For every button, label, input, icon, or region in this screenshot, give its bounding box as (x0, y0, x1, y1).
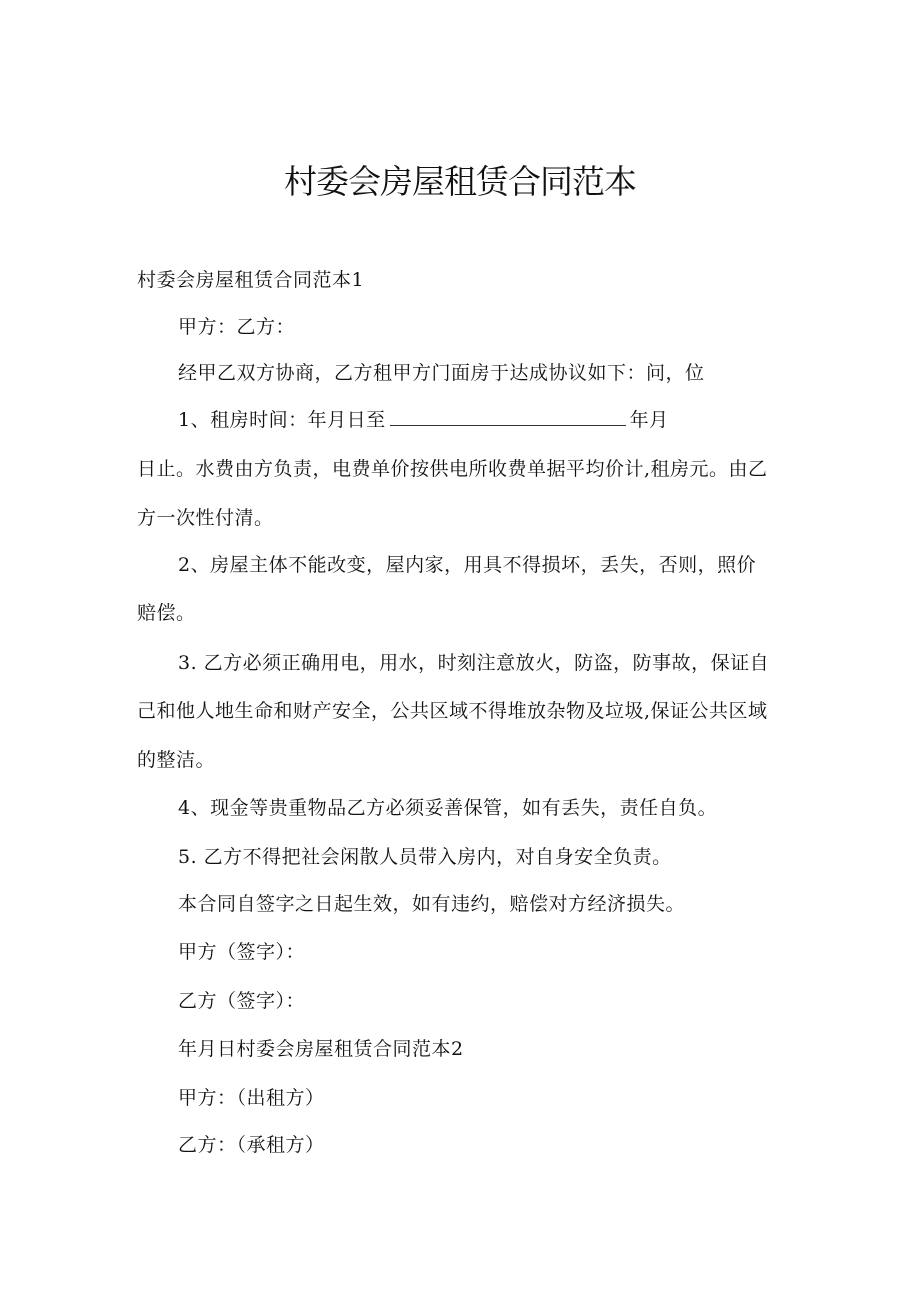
clause-3-line-1: 3. 乙方必须正确用电，用水，时刻注意放火，防盗，防事故，保证自 (178, 652, 770, 674)
clause-3-line-3: 的整洁。 (137, 749, 216, 771)
clause-2-line-1: 2、房屋主体不能改变，屋内家，用具不得损坏，丢失，否则，照价 (178, 554, 757, 576)
section-heading-1: 村委会房屋租赁合同范本1 (137, 269, 365, 291)
date-and-section-heading-2: 年月日村委会房屋租赁合同范本2 (178, 1038, 464, 1060)
clause-3-line-2: 己和他人地生命和财产安全，公共区域不得堆放杂物及垃圾,保证公共区域 (137, 700, 768, 722)
parties-line: 甲方：乙方： (178, 316, 296, 338)
effective-clause: 本合同自签字之日起生效，如有违约，赔偿对方经济损失。 (178, 893, 686, 915)
section-2-party-a: 甲方：（出租方） (178, 1087, 325, 1109)
clause-2-line-2: 赔偿。 (137, 602, 196, 624)
document-title: 村委会房屋租赁合同范本 (284, 162, 636, 201)
intro-paragraph: 经甲乙双方协商，乙方租甲方门面房于达成协议如下：问，位 (178, 362, 705, 384)
clause-5: 5. 乙方不得把社会闲散人员带入房内，对自身安全负责。 (178, 846, 672, 868)
clause-1-line-3: 方一次性付清。 (137, 507, 274, 529)
clause-1-end: 年月 (629, 409, 669, 431)
clause-1-line-2: 日止。水费由方负责，电费单价按供电所收费单据平均价计,租房元。由乙 (137, 458, 768, 480)
clause-1-start: 1、租房时间：年月日至 (178, 409, 386, 431)
party-b-signature: 乙方（签字）： (178, 990, 306, 1012)
fill-in-blank (390, 409, 626, 426)
section-2-party-b: 乙方：（承租方） (178, 1134, 325, 1156)
clause-1-line-1 (178, 406, 669, 434)
clause-4: 4、现金等贵重物品乙方必须妥善保管，如有丢失，责任自负。 (178, 797, 718, 819)
party-a-signature: 甲方（签字）： (178, 941, 306, 963)
